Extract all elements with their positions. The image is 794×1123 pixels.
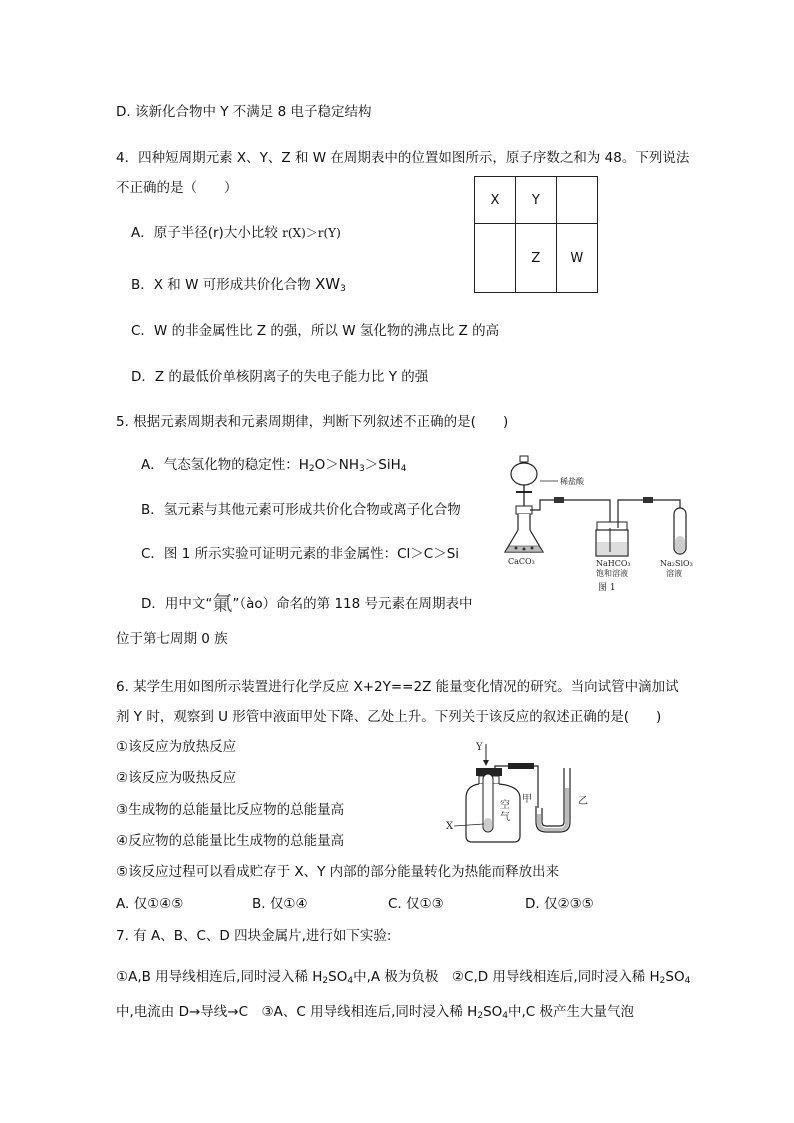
q5-a-sub3: 4 (400, 464, 407, 474)
q4-option-b-sub: 3 (340, 284, 346, 294)
q5-option-a (141, 456, 406, 478)
q4-option-a-formula: r(X)＞r(Y) (282, 226, 341, 240)
label-y: Y (476, 742, 483, 753)
label-na2sio3-solution: 溶液 (666, 569, 682, 578)
label-caco3: CaCO₃ (508, 557, 535, 566)
label-nahco3: NaHCO₃ (596, 559, 631, 568)
q5-d-part1: D．用中文“ (141, 596, 213, 612)
q6-option-c: C. 仅①③ (388, 896, 444, 912)
q6-stem-line2: 剂 Y 时，观察到 U 形管中液面甲处下降、乙处上升。下列关于该反应的叙述正确的是( ) (116, 709, 662, 725)
cell-z: Z (515, 224, 556, 293)
q7-l2-part3: 中,C 极产生大量气泡 (508, 1004, 635, 1020)
q6-apparatus-figure (446, 738, 616, 846)
q7-l1-part2: SO (328, 969, 348, 985)
q5-option-c: C．图 1 所示实验可证明元素的非金属性：Cl＞C＞Si (141, 546, 460, 562)
q7-l2-sub2: 4 (502, 1011, 508, 1021)
q6-statement-4: ④反应物的总能量比生成物的总能量高 (116, 833, 345, 849)
q7-l1-sub1: 2 (322, 976, 329, 986)
q5-d-part2: ”（ào）命名的第 118 号元素在周期表中 (232, 596, 473, 612)
q7-l1-part3: 中,A 极为负极 ②C,D 用导线相连后,同时浸入稀 H (353, 969, 660, 985)
q7-l1-sub4: 4 (684, 976, 691, 986)
cell-y: Y (515, 177, 556, 224)
q5-a-sub2: 3 (359, 464, 365, 474)
q7-line1 (116, 968, 690, 990)
cell-empty-2 (475, 224, 516, 293)
q5-stem: 5. 根据元素周期表和元素周期律，判断下列叙述不正确的是( ) (116, 414, 509, 430)
periodic-table-fragment (474, 176, 598, 293)
cell-empty-1 (556, 177, 597, 224)
label-yi: 乙 (578, 796, 588, 807)
q7-l2-sub1: 2 (477, 1011, 484, 1021)
label-air-1: 空 (500, 800, 510, 811)
q4-option-d: D．Z 的最低价单核阴离子的失电子能力比 Y 的强 (131, 369, 429, 385)
q6-statement-3: ③生成物的总能量比反应物的总能量高 (116, 802, 345, 818)
q4-option-b-formula: XW (315, 275, 341, 293)
cell-w: W (556, 224, 597, 293)
q7-l1-part1: ①A,B 用导线相连后,同时浸入稀 H (116, 969, 323, 985)
label-na2sio3: Na₂SiO₃ (660, 559, 693, 568)
q6-option-a: A. 仅①④⑤ (116, 896, 184, 912)
label-jia: 甲 (522, 794, 532, 805)
q7-line2 (116, 1003, 634, 1025)
q6-stem-line1: 6. 某学生用如图所示装置进行化学反应 X+2Y==2Z 能量变化情况的研究。当向试管中滴加试 (116, 679, 679, 695)
q4-stem-line1: 4．四种短周期元素 X、Y、Z 和 W 在周期表中的位置如图所示，原子序数之和为 48。下列说法 (116, 150, 690, 166)
q7-l2-part1: 中,电流由 D→导线→C ③A、C 用导线相连后,同时浸入稀 H (116, 1004, 478, 1020)
q5-d-element-char: 氭 (212, 591, 233, 615)
q5-a-part2: O＞NH (314, 457, 360, 473)
q7-l1-sub2: 4 (347, 976, 354, 986)
q6-statement-5: ⑤该反应过程可以看成贮存于 X、Y 内部的部分能量转化为热能而释放出来 (116, 864, 560, 880)
q4-option-b-text: B．X 和 W 可形成共价化合物 (131, 277, 316, 293)
q5-a-part1: A．气态氢化物的稳定性：H (141, 457, 309, 473)
q5-option-b: B．氢元素与其他元素可形成共价化合物或离子化合物 (141, 502, 461, 518)
q4-option-b (131, 275, 346, 298)
label-hydrochloric-acid: 稀盐酸 (560, 477, 584, 486)
label-nahco3-solution: 饱和溶液 (596, 569, 628, 578)
q7-l1-part4: SO (665, 969, 685, 985)
q7-l1-sub3: 2 (659, 976, 666, 986)
q4-stem-line2: 不正确的是（ ） (116, 180, 238, 196)
cell-x: X (475, 177, 516, 224)
q7-l2-part2: SO (483, 1004, 503, 1020)
q5-option-d-continued: 位于第七周期 0 族 (116, 631, 228, 647)
figure-1-apparatus (500, 448, 710, 596)
q4-option-a-text: A．原子半径(r)大小比较 (131, 225, 283, 241)
q5-a-part3: ＞SiH (364, 457, 401, 473)
q6-statement-1: ①该反应为放热反应 (116, 739, 237, 755)
label-air-2: 气 (500, 812, 510, 823)
q7-stem: 7. 有 A、B、C、D 四块金属片,进行如下实验: (116, 928, 392, 944)
q6-option-b: B. 仅①④ (252, 896, 308, 912)
figure-1-caption: 图 1 (598, 583, 616, 593)
label-x: X (446, 821, 454, 832)
q3-option-d: D. 该新化合物中 Y 不满足 8 电子稳定结构 (116, 104, 372, 120)
q5-a-sub1: 2 (308, 464, 315, 474)
q5-option-d (141, 591, 473, 615)
q6-option-d: D. 仅②③⑤ (525, 896, 594, 912)
q6-statement-2: ②该反应为吸热反应 (116, 770, 237, 786)
q4-option-c: C．W 的非金属性比 Z 的强，所以 W 氢化物的沸点比 Z 的高 (131, 323, 500, 339)
q4-option-a (131, 224, 341, 242)
